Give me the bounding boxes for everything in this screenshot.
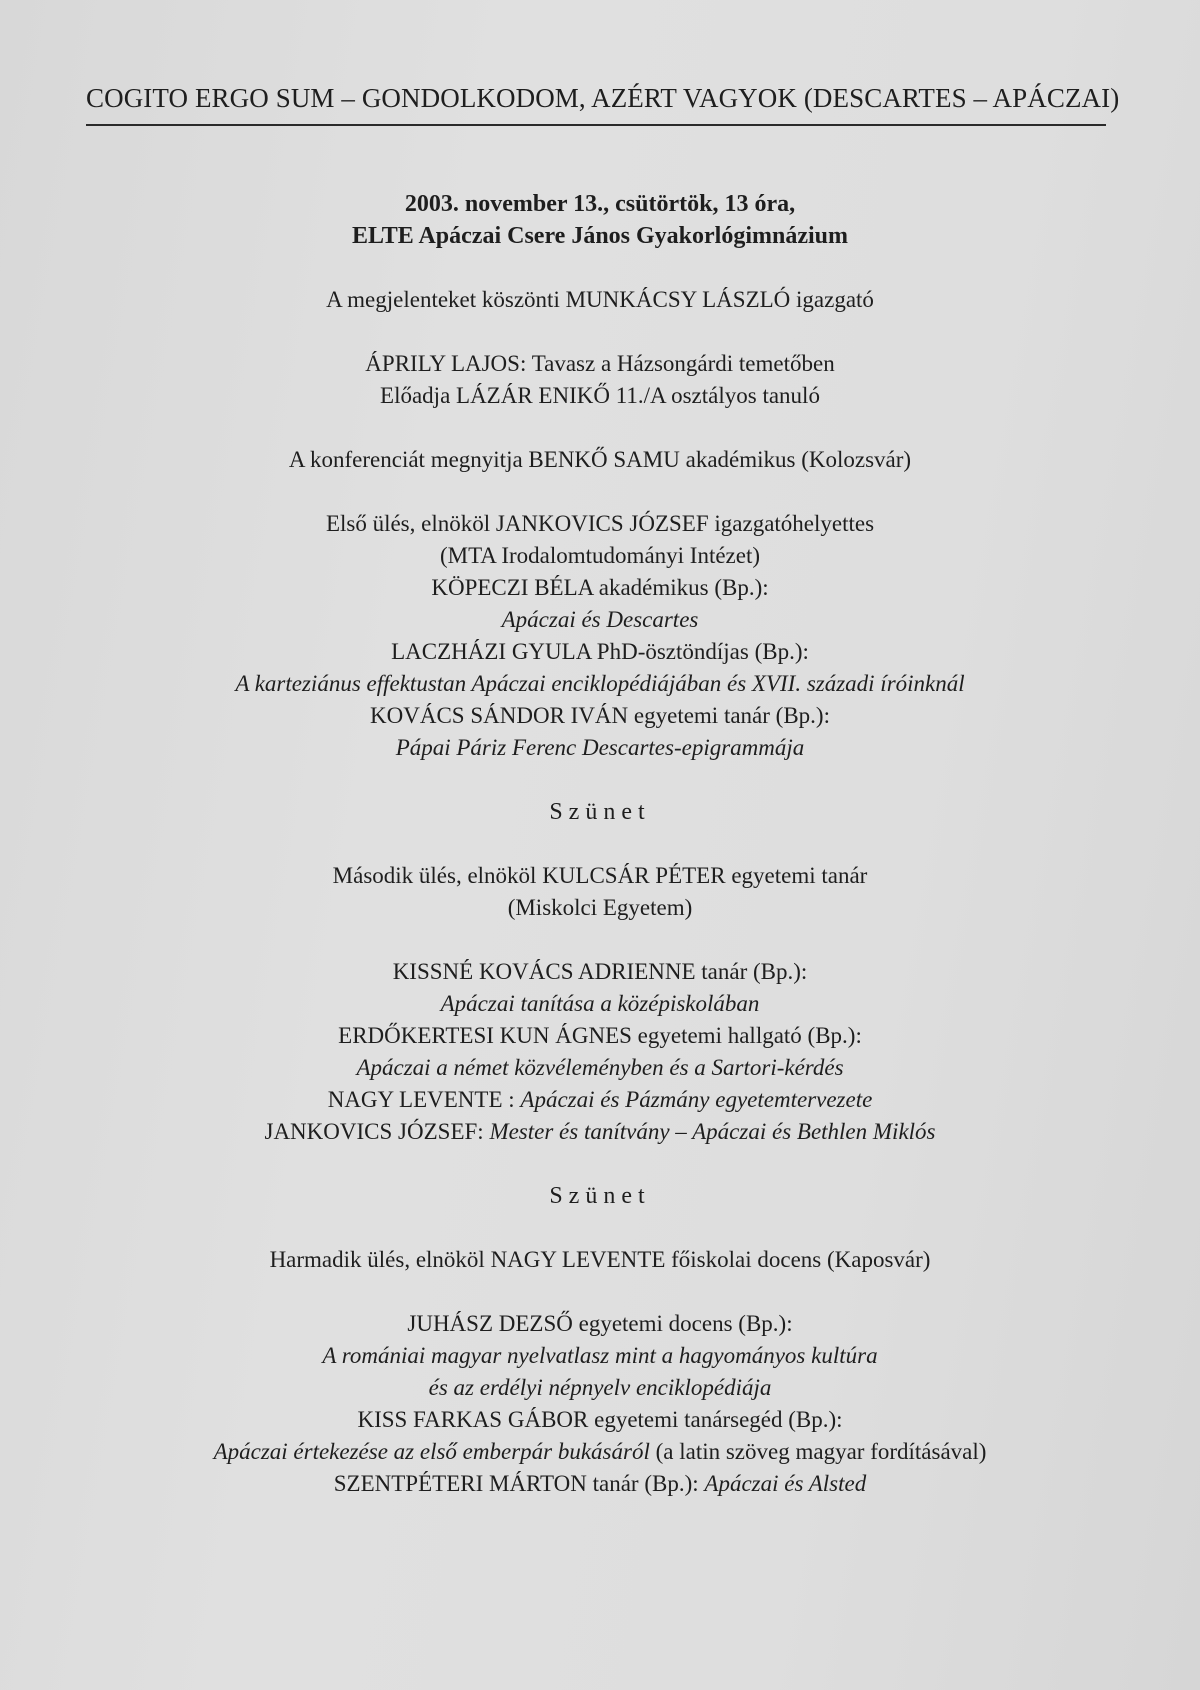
conference-opening-line: A konferenciát megnyitja BENKŐ SAMU akadémikus (Kolozsvár) <box>288 447 912 472</box>
break-2: Szünet <box>549 1183 651 1209</box>
session1-talk3-title: Pápai Páriz Ferenc Descartes-epigrammája <box>395 735 805 760</box>
session3-talk2-note: (a latin szöveg magyar fordításával) <box>655 1439 987 1464</box>
session3-chair: Harmadik ülés, elnököl NAGY LEVENTE főiskolai docens (Kaposvár) <box>269 1247 931 1272</box>
welcome-line: A megjelenteket köszönti MUNKÁCSY LÁSZLÓ igazgató <box>326 287 874 312</box>
event-date: 2003. november 13., csütörtök, 13 óra, <box>404 191 796 217</box>
event-venue: ELTE Apáczai Csere János Gyakorlógimnázium <box>351 223 849 249</box>
program-content <box>60 188 1140 1500</box>
session1-talk1-title: Apáczai és Descartes <box>501 607 699 632</box>
session2-talk4-speaker: JANKOVICS JÓZSEF: <box>264 1119 484 1144</box>
session3-talk3-speaker: SZENTPÉTERI MÁRTON tanár (Bp.): <box>333 1471 699 1496</box>
session3-talk2 <box>60 1436 1140 1468</box>
session1-talk3-speaker: KOVÁCS SÁNDOR IVÁN egyetemi tanár (Bp.): <box>370 703 830 728</box>
session3-talk2-speaker: KISS FARKAS GÁBOR egyetemi tanársegéd (Bp.): <box>357 1407 843 1432</box>
session2-talk4 <box>60 1116 1140 1148</box>
session2-chair-affiliation: (Miskolci Egyetem) <box>507 895 693 920</box>
session3-talk3 <box>60 1468 1140 1500</box>
performer-line: Előadja LÁZÁR ENIKŐ 11./A osztályos tanuló <box>380 383 820 408</box>
session3-talk2-title: Apáczai értekezése az első emberpár bukásáról <box>213 1439 650 1464</box>
session3-talk1-title-line2: és az erdélyi népnyelv enciklopédiája <box>428 1375 772 1400</box>
session1-chair-affiliation: (MTA Irodalomtudományi Intézet) <box>439 543 761 568</box>
session2-chair: Második ülés, elnököl KULCSÁR PÉTER egyetemi tanár <box>332 863 868 888</box>
session2-talk3-speaker: NAGY LEVENTE : <box>327 1087 515 1112</box>
session1-chair: Első ülés, elnököl JANKOVICS JÓZSEF igazgatóhelyettes <box>325 511 875 536</box>
page-header <box>86 72 1120 126</box>
poem-line: ÁPRILY LAJOS: Tavasz a Házsongárdi temetőben <box>365 351 835 376</box>
session3-talk1-speaker: JUHÁSZ DEZSŐ egyetemi docens (Bp.): <box>407 1311 793 1336</box>
session1-talk2-speaker: LACZHÁZI GYULA PhD-ösztöndíjas (Bp.): <box>391 639 809 664</box>
break-1: Szünet <box>549 799 651 825</box>
session3-talk1-title-line1: A romániai magyar nyelvatlasz mint a hagyományos kultúra <box>322 1343 878 1368</box>
session2-talk2-speaker: ERDŐKERTESI KUN ÁGNES egyetemi hallgató (Bp.): <box>338 1023 862 1048</box>
session2-talk1-title: Apáczai tanítása a középiskolában <box>440 991 760 1016</box>
session2-talk2-title: Apáczai a német közvéleményben és a Sartori-kérdés <box>356 1055 844 1080</box>
session2-talk3 <box>60 1084 1140 1116</box>
header-title: COGITO ERGO SUM – GONDOLKODOM, AZÉRT VAGYOK (DESCARTES – APÁCZAI) <box>86 83 1120 113</box>
session2-talk1-speaker: KISSNÉ KOVÁCS ADRIENNE tanár (Bp.): <box>392 959 808 984</box>
session2-talk4-title: Mester és tanítvány – Apáczai és Bethlen Miklós <box>489 1119 936 1144</box>
session1-talk2-title: A karteziánus effektustan Apáczai enciklopédiájában és XVII. századi íróinknál <box>235 671 965 696</box>
session3-talk3-title: Apáczai és Alsted <box>704 1471 867 1496</box>
session2-talk3-title: Apáczai és Pázmány egyetemtervezete <box>520 1087 873 1112</box>
session1-talk1-speaker: KÖPECZI BÉLA akadémikus (Bp.): <box>431 575 769 600</box>
